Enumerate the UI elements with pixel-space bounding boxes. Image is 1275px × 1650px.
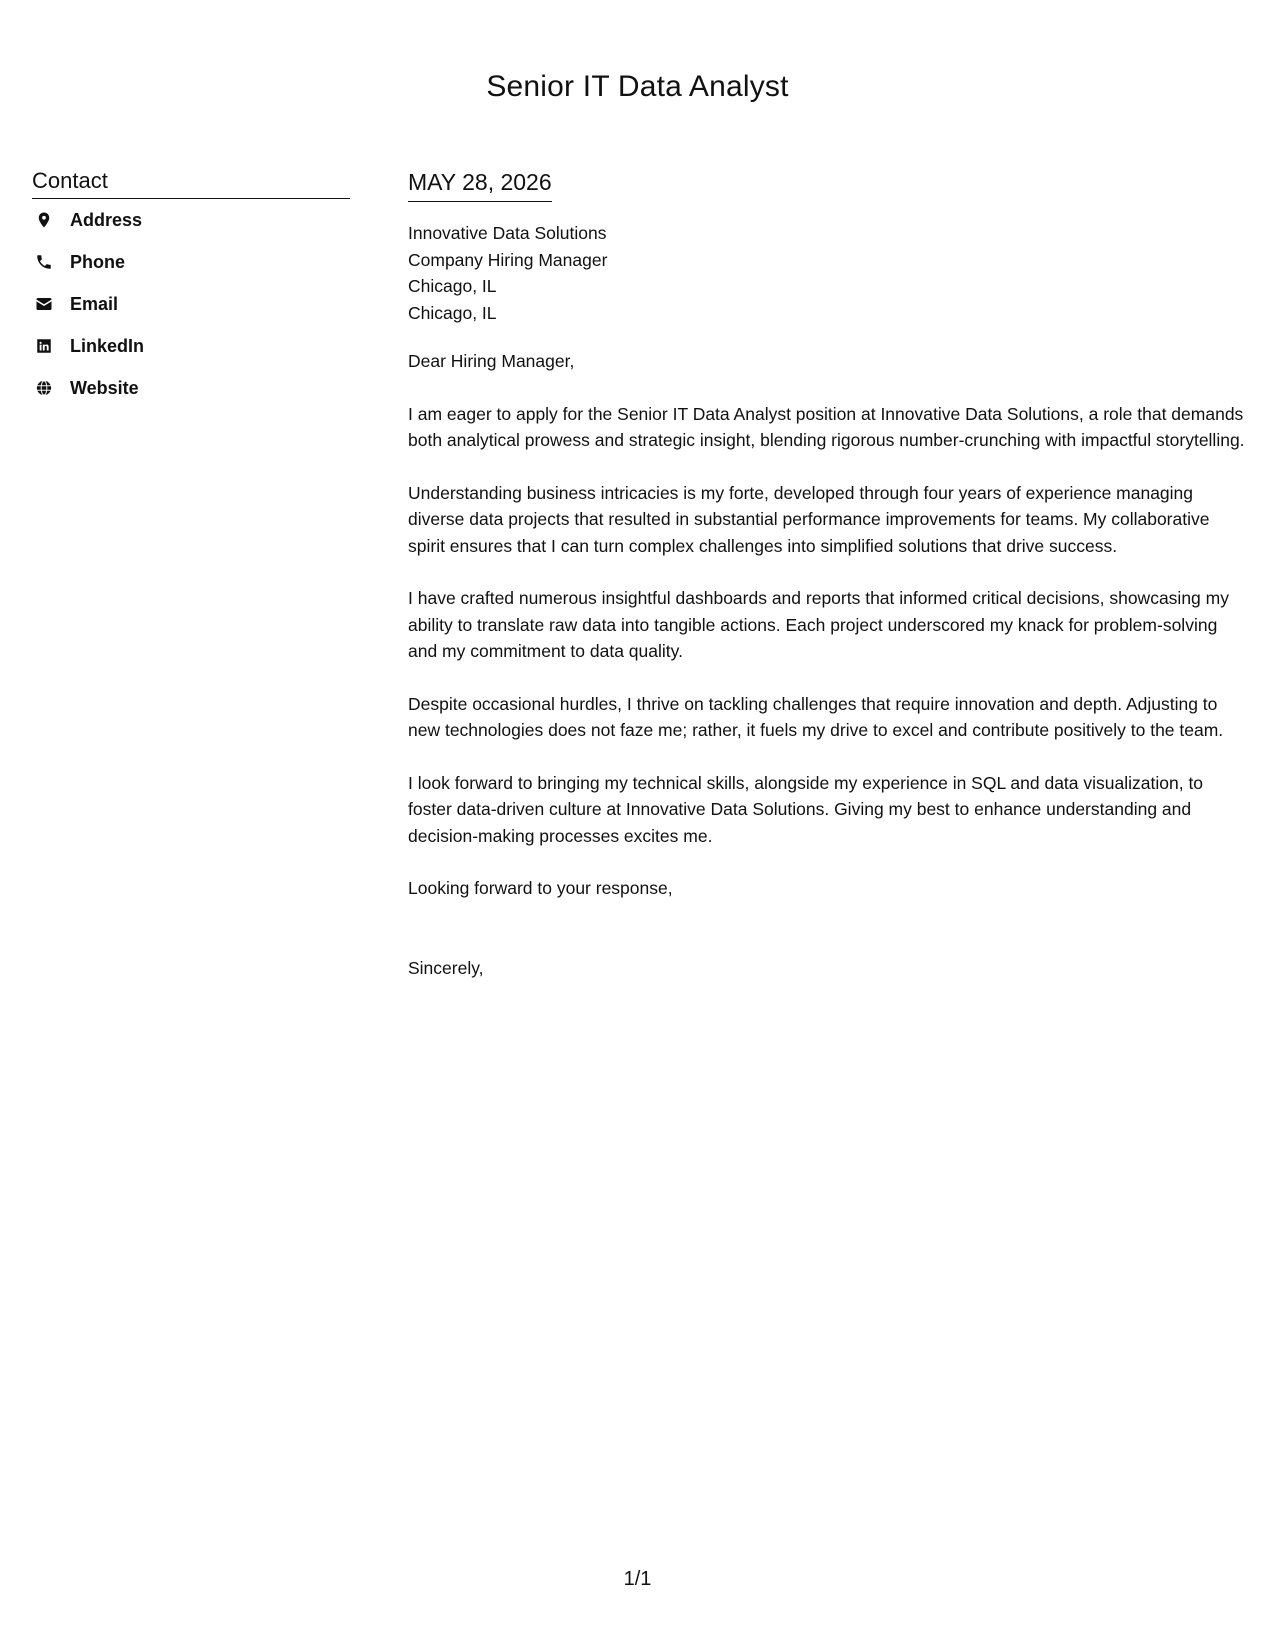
body-paragraph: Despite occasional hurdles, I thrive on tackling challenges that require innovation and depth. Adjusting to new technologies does not faze me; rather, it fuels my drive to excel and contribute positively to the team.: [408, 693, 1224, 740]
contact-list: [32, 209, 350, 399]
recipient-company: Innovative Data Solutions: [408, 223, 607, 243]
body-paragraph: Understanding business intricacies is my forte, developed through four years of experience managing diverse data projects that resulted in substantial performance improvements for teams. My collaborative spirit ensures that I can turn complex challenges into simplified solutions that drive success.: [408, 482, 1210, 556]
contact-item-address: [32, 209, 350, 231]
page-title: Senior IT Data Analyst: [486, 70, 789, 103]
contact-sidebar: [32, 167, 350, 419]
letter-body: [408, 167, 1248, 981]
body-paragraph: I am eager to apply for the Senior IT Data Analyst position at Innovative Data Solutions, a role that demands both analytical prowess and strategic insight, blending rigorous number-crunching with impactful storytelling.: [408, 403, 1245, 450]
contact-item-email: [32, 293, 350, 315]
contact-item-linkedin: [32, 335, 350, 357]
recipient-city: Chicago, IL: [408, 276, 497, 296]
closing-line: Looking forward to your response,: [408, 878, 673, 898]
contact-item-website: [32, 377, 350, 399]
body-paragraph: I have crafted numerous insightful dashboards and reports that informed critical decisions, showcasing my ability to translate raw data into tangible actions. Each project underscored my knack for problem-solving and my commitment to data quality.: [408, 588, 1229, 661]
contact-label-website: Website: [70, 377, 139, 398]
envelope-icon: [34, 294, 54, 314]
page-number: 1/1: [623, 1568, 652, 1590]
phone-icon: [34, 252, 54, 272]
contact-heading: Contact: [32, 167, 350, 199]
recipient-title: Company Hiring Manager: [408, 249, 608, 270]
contact-label-phone: Phone: [70, 251, 126, 272]
letter-date: MAY 28, 2026: [408, 167, 552, 202]
signoff: Sincerely,: [408, 957, 484, 978]
linkedin-icon: [34, 336, 54, 356]
recipient-location: Chicago, IL: [408, 302, 497, 323]
body-paragraph: I look forward to bringing my technical skills, alongside my experience in SQL and data visualization, to foster data-driven culture at Innovative Data Solutions. Giving my best to enhance understanding and decision-making processes excites me.: [408, 772, 1204, 846]
contact-label-email: Email: [70, 293, 119, 314]
contact-label-address: Address: [70, 209, 143, 230]
contact-label-linkedin: LinkedIn: [70, 335, 145, 356]
map-pin-icon: [34, 210, 54, 230]
contact-item-phone: [32, 251, 350, 273]
salutation: Dear Hiring Manager,: [408, 351, 575, 371]
recipient-block: [408, 220, 1248, 326]
globe-icon: [34, 378, 54, 398]
